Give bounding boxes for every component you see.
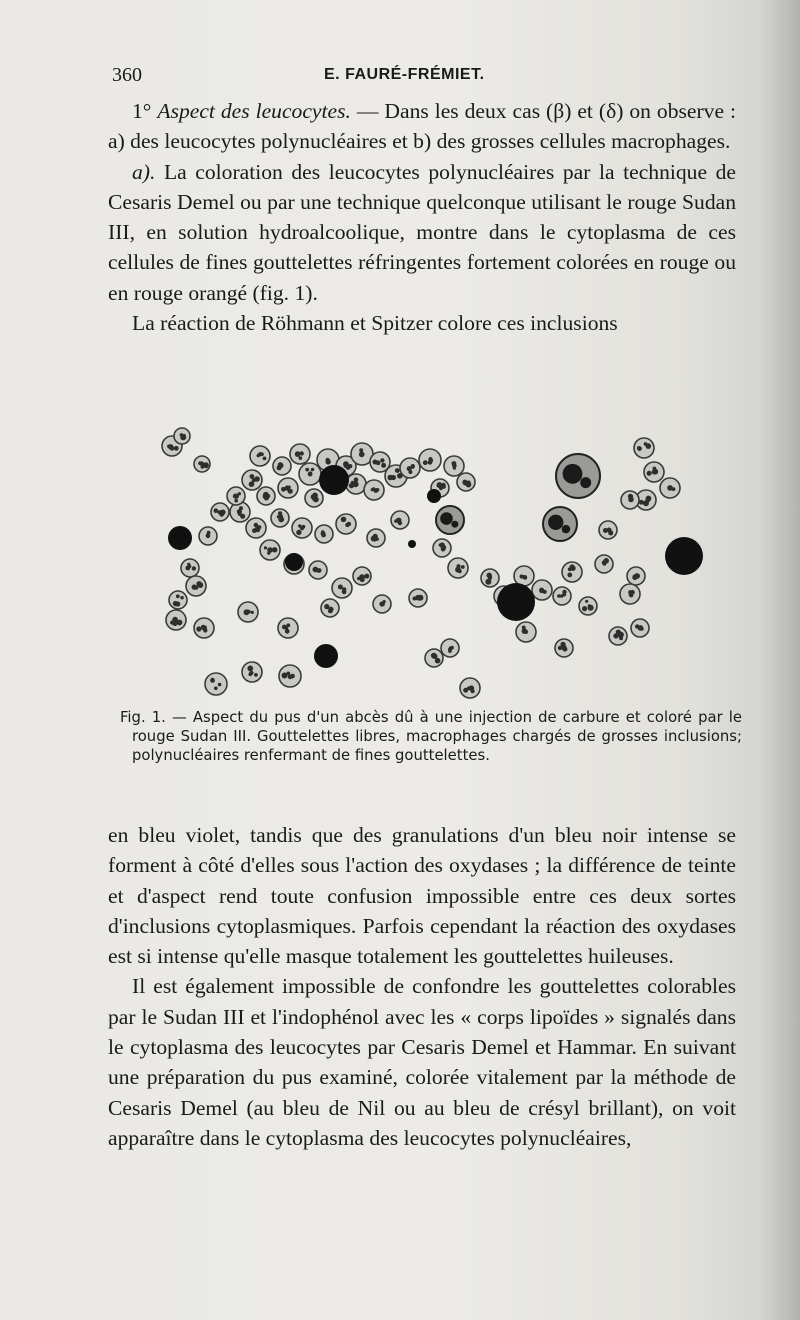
cell-granule xyxy=(359,448,363,452)
cell-granule xyxy=(373,534,378,539)
cell-granule xyxy=(288,486,291,489)
cell-granule xyxy=(341,517,347,523)
cell-granule xyxy=(255,527,261,533)
cell-granule xyxy=(558,646,562,650)
cell-granule xyxy=(196,626,201,631)
cell-granule xyxy=(411,464,415,468)
paragraph-text: en bleu violet, tandis que des granulations d'un bleu noir intense se forment à côté d'elles sous l'action des oxydases ; la différence de teinte et d'aspect rend toute confusion impossible entre ces deux sortes d'inclusions cytoplasmiques. Parfois cependant la réaction des oxydases est si intense qu'elle masque totalement les gouttelettes huileuses. xyxy=(108,823,736,969)
cell-granule xyxy=(286,672,290,676)
macrophage-inclusion xyxy=(562,525,571,534)
cell-granule xyxy=(313,497,319,503)
cell-granule xyxy=(582,606,587,611)
item-lead: a). xyxy=(132,159,156,184)
cell-granule xyxy=(643,500,649,506)
paragraph-text: Il est également impossible de confondre les gouttelettes colorables par le Sudan III et l'indophénol avec les « corps lipoïdes » signalés dans le cytoplasma des leucocytes par Cesaris Demel et Hammar. En suivant une préparation du pus examiné, colorée vitalement par la méthode de Cesaris Demel (au bleu de Nil ou au bleu de crésyl brillant), on voit apparaître dans le cytoplasma des leucocytes polynucléaires, xyxy=(108,974,736,1150)
cell-granule xyxy=(628,494,633,499)
paragraph-reaction xyxy=(108,308,736,338)
cell-granule xyxy=(260,452,264,456)
micrograph-illustration xyxy=(160,426,720,701)
cell-granule xyxy=(523,630,527,634)
cell-granule xyxy=(305,468,309,472)
cell-granule xyxy=(463,688,468,693)
text-block-top xyxy=(108,96,736,338)
cell-granule xyxy=(252,478,256,482)
figure-caption xyxy=(120,708,742,765)
free-droplet xyxy=(497,583,535,621)
cell-granule xyxy=(327,459,330,462)
cell-granule xyxy=(250,474,255,479)
cell-granule xyxy=(311,468,315,472)
cell-granule xyxy=(644,442,648,446)
cell-granule xyxy=(196,581,202,587)
cell-granule xyxy=(652,469,658,475)
cell-granule xyxy=(539,588,544,593)
cell-granule xyxy=(170,620,174,624)
cell-granule xyxy=(201,625,207,631)
paragraph-continuation xyxy=(108,820,736,971)
macrophage-inclusion xyxy=(440,512,453,525)
cell-granule xyxy=(254,673,258,677)
cell-granule xyxy=(523,575,528,580)
cell-granule xyxy=(263,457,267,461)
cell-granule xyxy=(168,444,173,449)
cell-granule xyxy=(440,542,445,547)
cell-granule xyxy=(487,573,492,578)
cell-granule xyxy=(635,573,639,577)
cell-granule xyxy=(282,625,287,630)
cell-granule xyxy=(376,488,380,492)
cell-granule xyxy=(395,468,400,473)
cell-granule xyxy=(567,573,572,578)
cell-granule xyxy=(354,477,359,482)
cell-granule xyxy=(423,460,428,465)
cell-granule xyxy=(461,565,465,569)
cell-granule xyxy=(607,528,612,533)
cell-granule xyxy=(176,594,180,598)
cell-granule xyxy=(360,577,365,582)
cell-granule xyxy=(249,671,253,675)
cell-granule xyxy=(210,678,215,683)
section-title: Aspect des leucocytes. xyxy=(157,99,351,123)
running-head: E. FAURÉ-FRÉMIET. xyxy=(324,66,485,83)
cell-granule xyxy=(174,446,179,451)
cell-granule xyxy=(639,626,643,630)
paragraph-aspect-leucocytes xyxy=(108,96,736,157)
cell-granule xyxy=(455,567,461,573)
cell-granule xyxy=(192,584,197,589)
cell-granule xyxy=(240,514,245,519)
caption-text: — Aspect du pus d'un abcès dû à une injection de carbure et coloré par le rouge Sudan III. Gouttelettes libres, macrophages chargés de grosses inclusions; polynucléaires renfermant de fines gouttelettes. xyxy=(132,709,742,764)
figure-1 xyxy=(120,426,740,806)
cell-granule xyxy=(371,488,374,491)
cell-granule xyxy=(206,534,210,538)
cell-granule xyxy=(296,453,300,457)
cell-granule xyxy=(343,461,349,467)
cell-granule xyxy=(396,518,400,522)
macrophage-inclusion xyxy=(563,464,583,484)
page-number: 360 xyxy=(112,64,142,86)
cell-granule xyxy=(267,551,270,554)
cell-granule xyxy=(432,654,437,659)
paragraph-corps-lipoides xyxy=(108,971,736,1153)
cell-granule xyxy=(408,470,412,474)
cell-granule xyxy=(177,620,183,626)
cell-granule xyxy=(220,510,225,515)
free-droplet xyxy=(319,465,349,495)
cell-granule xyxy=(237,509,242,514)
cell-granule xyxy=(469,685,475,691)
cell-granule xyxy=(277,465,282,470)
cell-granule xyxy=(360,452,365,457)
macrophage-inclusion xyxy=(451,521,458,528)
cell-granule xyxy=(604,558,609,563)
cell-granule xyxy=(324,604,329,609)
cell-granule xyxy=(299,456,303,460)
cell-granule xyxy=(264,546,267,549)
macrophage-inclusion xyxy=(548,515,563,530)
cell-granule xyxy=(428,460,433,465)
cell-granule xyxy=(637,446,640,449)
cell-granule xyxy=(218,683,222,687)
cell-granule xyxy=(373,460,378,465)
cell-granule xyxy=(192,566,196,570)
cell-granule xyxy=(349,483,354,488)
cell-granule xyxy=(234,494,239,499)
cell-granule xyxy=(246,610,250,614)
free-droplet xyxy=(665,537,703,575)
paragraph-text: — Dans les deux cas (β) et (δ) on observe : a) des leucocytes polynucléaires et b) des grosses cellules macrophages. xyxy=(108,99,736,154)
cell-granule xyxy=(485,579,491,585)
free-droplet xyxy=(314,644,338,668)
cell-granule xyxy=(647,471,652,476)
macrophage-inclusion xyxy=(580,477,591,488)
free-droplet xyxy=(427,489,441,503)
cell-granule xyxy=(182,434,186,438)
cell-granule xyxy=(247,666,253,672)
cell-granule xyxy=(560,594,564,598)
cell-granule xyxy=(453,467,456,470)
cell-granule xyxy=(437,482,443,488)
cell-granule xyxy=(381,602,384,605)
cell-granule xyxy=(380,458,384,462)
polynuclear-cell xyxy=(205,673,227,695)
cell-granule xyxy=(316,569,320,573)
cell-granule xyxy=(214,508,219,513)
cell-granule xyxy=(175,601,180,606)
figure-label: Fig. 1. xyxy=(120,709,166,726)
section-number: 1° xyxy=(132,99,158,123)
cell-granule xyxy=(251,611,254,614)
paragraph-text: La réaction de Röhmann et Spitzer colore ces inclusions xyxy=(132,311,618,336)
cell-granule xyxy=(345,523,349,527)
cell-granule xyxy=(234,499,238,503)
cell-granule xyxy=(296,530,301,535)
cell-granule xyxy=(357,577,360,580)
cell-granule xyxy=(462,480,467,485)
cell-granule xyxy=(288,489,293,494)
polynuclear-cell xyxy=(634,438,654,458)
cell-granule xyxy=(381,463,386,468)
cell-granule xyxy=(585,600,588,603)
cell-granule xyxy=(272,547,277,552)
cell-granule xyxy=(415,595,421,601)
cell-granule xyxy=(198,461,202,465)
text-block-bottom xyxy=(108,820,736,1153)
cell-granule xyxy=(180,596,183,599)
cell-granule xyxy=(321,530,324,533)
cell-granule xyxy=(588,604,591,607)
paragraph-text: La coloration des leucocytes polynucléaires par la technique de Cesaris Demel ou par une technique quelconque utilisant le rouge Sudan III, en solution hydroalcoolique, montre dans le cytoplasma de ces cellules de fines gouttelettes réfringentes fortement colorées en rouge ou en rouge orangé (fig. 1). xyxy=(108,159,736,305)
cell-granule xyxy=(629,593,633,597)
cell-granule xyxy=(364,574,369,579)
cell-granule xyxy=(298,524,301,527)
cell-granule xyxy=(343,588,347,592)
cell-granule xyxy=(254,523,259,528)
page-header xyxy=(112,64,732,94)
cell-granule xyxy=(286,623,290,627)
cell-granule xyxy=(308,472,313,477)
cell-granule xyxy=(618,632,624,638)
cell-granule xyxy=(450,646,454,650)
cell-granule xyxy=(330,608,333,611)
free-droplet xyxy=(408,540,416,548)
cell-granule xyxy=(570,564,575,569)
cell-granule xyxy=(185,566,190,571)
cell-granule xyxy=(263,493,269,499)
cell-granule xyxy=(203,462,209,468)
cell-granule xyxy=(187,563,190,566)
cell-granule xyxy=(635,624,639,628)
paragraph-coloration xyxy=(108,157,736,308)
free-droplet xyxy=(285,553,303,571)
cell-granule xyxy=(214,686,218,690)
cell-granule xyxy=(280,515,283,518)
free-droplet xyxy=(168,526,192,550)
cell-granule xyxy=(672,487,676,491)
cell-granule xyxy=(391,475,396,480)
